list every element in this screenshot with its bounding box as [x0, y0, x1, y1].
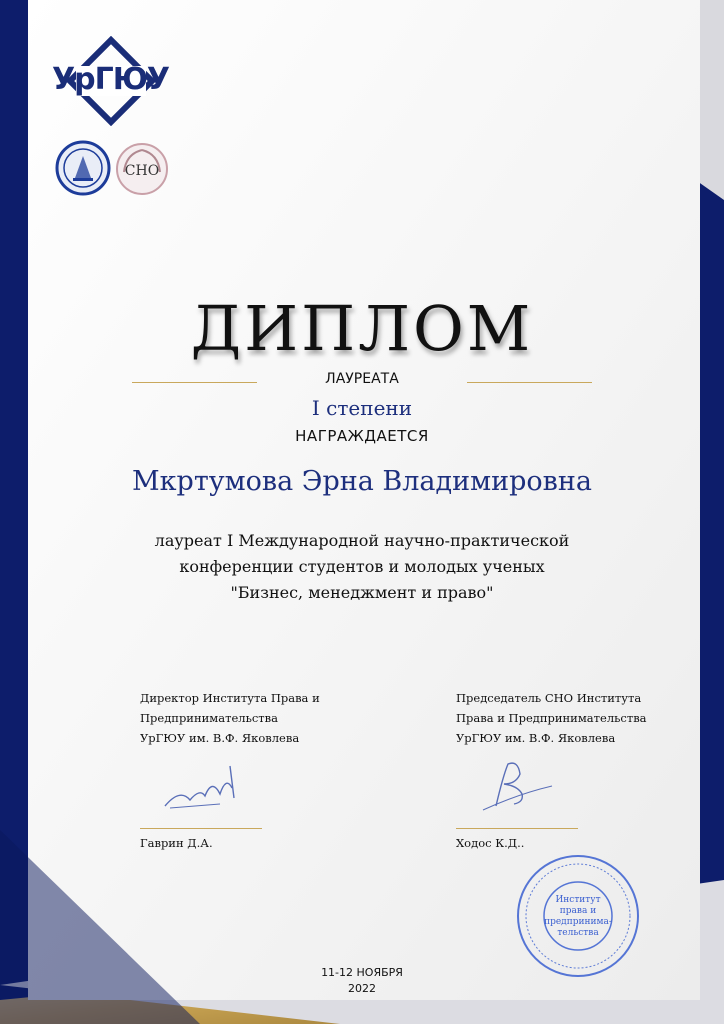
stamp-line: Институт	[555, 895, 601, 905]
laureate-label: ЛАУРЕАТА	[325, 371, 399, 387]
diploma-title: ДИПЛОМ	[190, 292, 534, 365]
description-line: "Бизнес, менеджмент и право"	[230, 583, 494, 602]
signatory-title-line: УрГЮУ им. В.Ф. Яковлева	[140, 731, 300, 745]
university-logo-text: УрГЮУ	[52, 62, 170, 97]
signatory-title-line: Права и Предпринимательства	[456, 711, 647, 725]
event-date	[0, 965, 724, 997]
description-line: лауреат I Международной научно-практической	[154, 531, 570, 550]
signature-left	[160, 758, 250, 818]
signatory-title-line: Предпринимательства	[140, 711, 278, 725]
event-date-line: 11-12 НОЯБРЯ	[321, 966, 403, 979]
signature-line-left	[140, 828, 262, 829]
institute-emblem-icon	[55, 140, 111, 196]
awarded-label: НАГРАЖДАЕТСЯ	[295, 427, 429, 445]
award-description	[112, 528, 612, 606]
event-year-line: 2022	[348, 982, 376, 995]
signatory-name-right: Ходос К.Д..	[456, 836, 525, 850]
student-society-emblem-icon	[114, 142, 170, 196]
signature-right	[478, 756, 558, 816]
signatory-title-right	[456, 688, 696, 748]
signatory-title-left	[140, 688, 380, 748]
degree-label: I степени	[311, 396, 413, 420]
signatory-title-line: Председатель СНО Института	[456, 691, 642, 705]
signatory-title-line: УрГЮУ им. В.Ф. Яковлева	[456, 731, 616, 745]
signatory-title-line: Директор Института Права и	[140, 691, 320, 705]
stamp-line: права и	[559, 906, 597, 916]
stamp-line: тельства	[557, 928, 599, 938]
signatory-name-left: Гаврин Д.А.	[140, 836, 213, 850]
official-stamp-icon	[514, 852, 642, 980]
description-line: конференции студентов и молодых ученых	[179, 557, 545, 576]
stamp-line: предпринима-	[544, 917, 612, 927]
signature-line-right	[456, 828, 578, 829]
recipient-name: Мкртумова Эрна Владимировна	[132, 466, 592, 497]
sno-emblem-label: СНО	[124, 163, 160, 179]
